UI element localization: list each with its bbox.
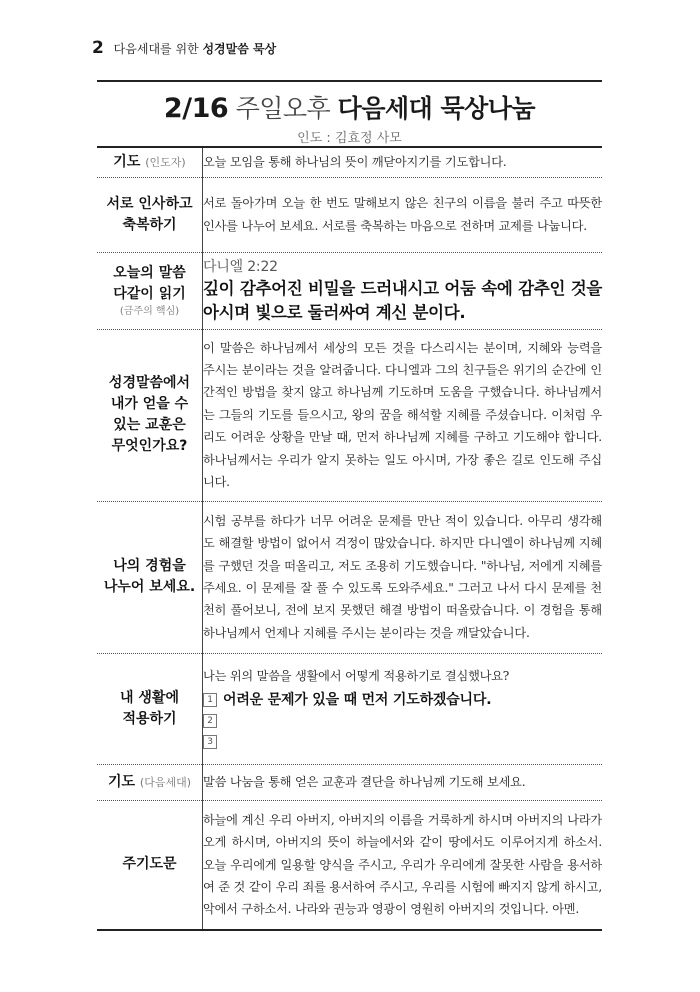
label-line: 내 생활에 <box>120 689 179 706</box>
title-date: 2/16 <box>163 93 229 124</box>
header-subtitle-bold: 성경말씀 묵상 <box>202 42 277 56</box>
row-label <box>97 653 203 764</box>
page-title <box>97 89 602 125</box>
apply-item-number: 3 <box>203 735 217 749</box>
experience-text: 시험 공부를 하다가 너무 어려운 문제를 만난 적이 있습니다. 아무리 생각해도 해결할 방법이 없어서 걱정이 많았습니다. 하지만 다니엘이 하나님께 지혜를 구했던 것을 떠올리고, 저도 조용히 기도했습니다. "하나님, 저에게 지혜를 주세요. 이 문제를 잘 풀 수 있도록 도와주세요." 그러고 나서 다시 문제를 천천히 풀어보니, 전에 보지 못했던 해결 방법이 떠올랐습니다. 이 경험을 통해 하나님께서 언제나 지혜를 주시는 분이라는 것을 깨달았습니다. <box>203 501 603 653</box>
page-number: 2 <box>92 38 104 58</box>
label-line: 적용하기 <box>122 710 177 727</box>
row-closing-prayer <box>97 764 602 800</box>
row-opening-prayer <box>97 147 602 177</box>
page-header <box>92 38 276 58</box>
title-service: 주일오후 <box>235 94 331 123</box>
apply-item-text[interactable]: 어려운 문제가 있을 때 먼저 기도하겠습니다. <box>223 691 492 708</box>
apply-item-number: 2 <box>203 714 217 728</box>
label-text: 주기도문 <box>122 856 177 873</box>
closing-prayer-text: 말씀 나눔을 통해 얻은 교훈과 결단을 하나님께 기도해 보세요. <box>203 764 603 800</box>
row-verse <box>97 252 602 329</box>
title-main: 다음세대 묵상나눔 <box>337 94 536 123</box>
label-line: 무엇인가요? <box>111 438 188 454</box>
verse-reference: 다니엘 2:22 <box>203 258 278 275</box>
apply-item <box>203 689 602 710</box>
row-label <box>97 177 203 252</box>
title-block <box>97 80 602 146</box>
greeting-text: 서로 돌아가며 오늘 한 번도 말해보지 않은 친구의 이름을 불러 주고 따뜻한 인사를 나누어 보세요. 서로를 축복하는 마음으로 전하며 교제를 나눕니다. <box>203 177 603 252</box>
row-label <box>97 252 203 329</box>
label-text: 기도 <box>113 153 141 170</box>
row-apply <box>97 653 602 764</box>
row-label <box>97 147 203 177</box>
label-line: 내가 얻을 수 <box>110 396 189 412</box>
label-sub: (금주의 핵심) <box>119 305 180 317</box>
verse-text: 깊이 감추어진 비밀을 드러내시고 어둠 속에 감추인 것을 아시며 빛으로 둘러싸여 계신 분이다. <box>203 278 602 322</box>
leader-line: 인도 : 김효정 사모 <box>297 131 402 146</box>
apply-item-number: 1 <box>203 693 217 707</box>
label-sub: (다음세대) <box>139 775 192 789</box>
label-line: 나의 경험을 <box>113 558 186 574</box>
label-text: 기도 <box>107 773 136 790</box>
label-sub: (인도자) <box>145 155 186 169</box>
row-lesson <box>97 329 602 501</box>
label-line: 축복하기 <box>122 216 177 233</box>
apply-cell <box>203 653 603 764</box>
row-label <box>97 800 203 930</box>
label-line: 성경말씀에서 <box>108 375 191 391</box>
row-greeting <box>97 177 602 252</box>
row-label <box>97 764 203 800</box>
label-line: 오늘의 말씀 <box>113 264 186 281</box>
row-lords-prayer <box>97 800 602 930</box>
label-line: 다같이 읽기 <box>113 285 186 302</box>
label-line: 서로 인사하고 <box>106 195 193 212</box>
row-experience <box>97 501 602 653</box>
row-label <box>97 501 203 653</box>
apply-question: 나는 위의 말씀을 생활에서 어떻게 적용하기로 결심했나요? <box>203 668 510 683</box>
lesson-text: 이 말씀은 하나님께서 세상의 모든 것을 다스리시는 분이며, 지혜와 능력을 주시는 분이라는 것을 알려줍니다. 다니엘과 그의 친구들은 위기의 순간에 인간적인 방법을 찾지 않고 하나님께 기도하며 도움을 구했습니다. 하나님께서는 그들의 기도를 들으시고, 왕의 꿈을 해석할 지혜를 주셨습니다. 이처럼 우리도 어려운 상황을 만날 때, 먼저 하나님께 지혜를 구하고 기도해야 합니다. 하나님께서는 우리가 알지 못하는 일도 아시며, 가장 좋은 길로 인도해 주십니다. <box>203 329 603 501</box>
opening-prayer-text: 오늘 모임을 통해 하나님의 뜻이 깨닫아지기를 기도합니다. <box>203 147 603 177</box>
header-subtitle-prefix: 다음세대를 위한 <box>113 42 199 56</box>
label-line: 있는 교훈은 <box>113 417 186 433</box>
row-label <box>97 329 203 501</box>
meditation-table <box>97 146 602 931</box>
verse-cell <box>203 252 603 329</box>
apply-item <box>203 710 602 731</box>
label-line: 나누어 보세요. <box>103 579 196 595</box>
apply-item <box>203 731 602 752</box>
lords-prayer-text: 하늘에 계신 우리 아버지, 아버지의 이름을 거룩하게 하시며 아버지의 나라가 오게 하시며, 아버지의 뜻이 하늘에서와 같이 땅에서도 이루어지게 하소서. 오늘 우리에게 일용할 양식을 주시고, 우리가 우리에게 잘못한 사람을 용서하여 준 것 같이 우리 죄를 용서하여 주시고, 우리를 시험에 빠지지 않게 하시고, 악에서 구하소서. 나라와 권능과 영광이 영원히 아버지의 것입니다. 아멘. <box>203 800 603 930</box>
